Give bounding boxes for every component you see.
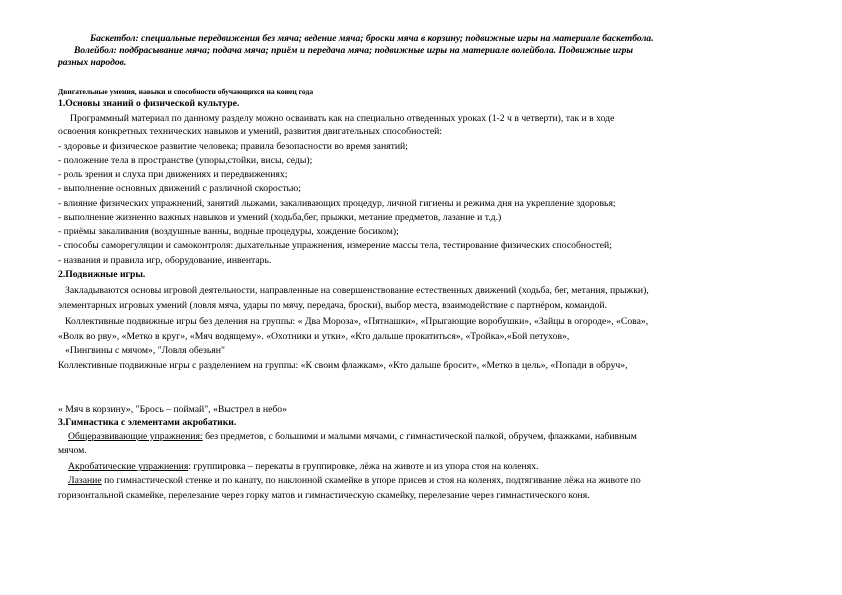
general-exercises-text: без предметов, с большими и малыми мячами, с гимнастической палкой, обручем, флажками, набивным [202, 431, 637, 442]
section1-list-item: - приёмы закаливания (воздушные ванны, водные процедуры, хождение босиком); [58, 226, 399, 237]
climbing-text: по гимнастической стенке и по канату, по наклонной скамейке в упоре присев и стоя на коленях, подтягивание лёжа на животе по [101, 475, 641, 486]
section1-list-item: - здоровье и физическое развитие человека; правила безопасности во время занятий; [58, 141, 408, 152]
section2-paragraph-line: « Мяч в корзину», "Брось – поймай", «Выстрел в небо» [58, 404, 287, 415]
section3-title: 3.Гимнастика с элементами акробатики. [58, 417, 237, 428]
climbing-label: Лазание [68, 475, 102, 486]
acrobatic-exercises-label: Акробатические упражнения [68, 461, 189, 472]
section2-paragraph-line: Закладываются основы игровой деятельности, направленные на совершенствование естественных движений (ходьба, бег, метания, прыжки), [65, 285, 649, 296]
skills-heading: Двигательные умения, навыки и способности обучающихся на конец года [58, 87, 314, 96]
section1-paragraph-line: освоения конкретных технических навыков и умений, развития двигательных способностей: [58, 126, 443, 137]
section2-title: 2.Подвижные игры. [58, 269, 146, 280]
section2-paragraph-line: «Волк во рву», «Метко в круг», «Мяч водящему». «Охотники и утки», «Кто дальше прокатиться», «Тройка»,«Бой петухов», [58, 331, 570, 342]
section1-list-item: - названия и правила игр, оборудование, инвентарь. [58, 255, 272, 266]
general-exercises-continuation: мячом. [58, 445, 87, 456]
section1-list-item: - влияние физических упражнений, занятий лыжами, закаливающих процедур, личной гигиены и режима дня на укрепление здоровья; [58, 198, 616, 209]
intro-peoples-games-line: разных народов. [58, 57, 127, 68]
general-exercises-label: Общеразвивающие упражнения: [68, 431, 203, 442]
intro-basketball-line: Баскетбол: специальные передвижения без мяча; ведение мяча; броски мяча в корзину; подвижные игры на материале баскетбола. [90, 33, 654, 44]
section2-paragraph-line: Коллективные подвижные игры без деления на группы: « Два Мороза», «Пятнашки», «Прыгающие воробушки», «Зайцы в огороде», «Сова», [65, 316, 649, 327]
section1-list-item: - способы саморегуляции и самоконтроля: дыхательные упражнения, измерение массы тела, тестирование физических способностей; [58, 240, 612, 251]
section1-list-item: - положение тела в пространстве (упоры,стойки, висы, седы); [58, 155, 313, 166]
section2-paragraph-line: Коллективные подвижные игры с разделением на группы: «К своим флажкам», «Кто дальше бросит», «Метко в цель», «Попади в обруч», [58, 360, 628, 371]
section1-title: 1.Основы знаний о физической культуре. [58, 98, 240, 109]
acrobatic-exercises-line [68, 461, 538, 473]
climbing-continuation: горизонтальной скамейке, перелезание через горку матов и гимнастическую скамейку, перелезание через гимнастического коня. [58, 490, 590, 501]
acrobatic-exercises-text: : группировка – перекаты в группировке, лёжа на животе и из упора стоя на коленях. [188, 461, 539, 472]
section1-paragraph-line: Программный материал по данному разделу можно осваивать как на специально отведенных уроках (1-2 ч в четверти), так и в ходе [70, 113, 615, 124]
section1-list-item: - выполнение жизненно важных навыков и умений (ходьба,бег, прыжки, метание предметов, лазание и т.д.) [58, 212, 502, 223]
climbing-line [68, 475, 641, 487]
general-exercises-line [68, 431, 637, 443]
intro-volleyball-line: Волейбол: подбрасывание мяча; подача мяча; приём и передача мяча; подвижные игры на материале волейбола. Подвижные игры [74, 45, 634, 56]
section2-paragraph-line: элементарных игровых умений (ловля мяча, удары по мячу, передача, броски), выбор места, взаимодействие с партнёром, командой. [58, 300, 608, 311]
section1-list-item: - роль зрения и слуха при движениях и передвижениях; [58, 169, 288, 180]
section2-paragraph-line: «Пингвины с мячом», "Ловля обезьян" [65, 345, 225, 356]
section1-list-item: - выполнение основных движений с различной скоростью; [58, 183, 301, 194]
